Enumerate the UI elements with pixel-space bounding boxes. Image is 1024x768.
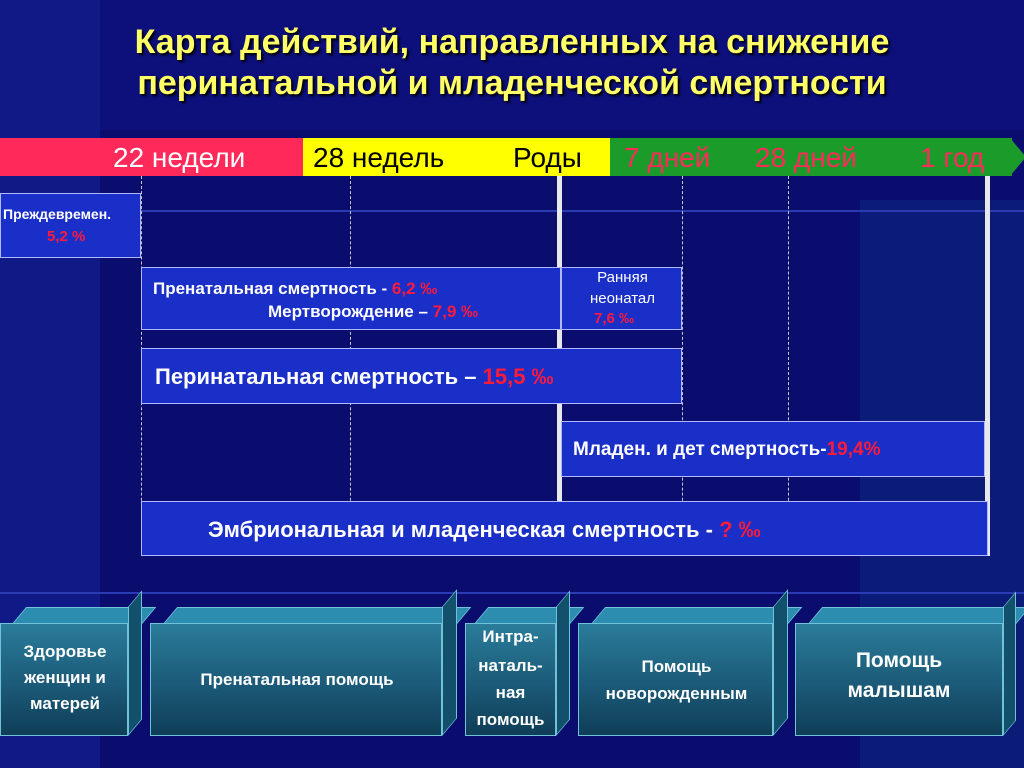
intranatal-care-line-4: помощь — [476, 710, 545, 729]
stillbirth-value: 7,9 ‰ — [432, 302, 478, 321]
stillbirth-label: Мертворождение – — [268, 302, 433, 321]
embryonic-infant-mortality-line — [208, 517, 761, 543]
block-side-face — [556, 590, 570, 736]
timeline-label-birth: Роды — [513, 142, 582, 173]
timeline-arrow-head — [1010, 138, 1024, 176]
block-side-face — [773, 589, 788, 736]
newborn-care-line-1: Помощь — [641, 657, 712, 676]
block-side-face — [1003, 592, 1016, 736]
early-neonatal-line-2: неонатал — [589, 290, 656, 307]
infant-mortality-line — [573, 439, 880, 461]
background-stripe — [0, 210, 1024, 212]
timeline-label-28-days: 28 дней — [755, 142, 857, 173]
baby-care-line-1: Помощь — [855, 649, 943, 672]
prenatal-mortality-line — [153, 279, 437, 299]
embryonic-infant-mortality-box — [141, 501, 988, 556]
divider-7-days — [682, 176, 683, 556]
early-neonatal-line-1: Ранняя — [597, 269, 648, 286]
newborn-care-line-2: новорожденным — [605, 684, 748, 703]
infant-mortality-box — [561, 421, 985, 477]
infant-mortality-label: Младен. и дет смертность- — [573, 439, 827, 460]
premature-value: 5,2 % — [47, 228, 86, 245]
prenatal-care-block — [150, 623, 442, 736]
women-health-line-1: Здоровье — [23, 642, 107, 661]
intranatal-care-line-3: ная — [495, 683, 526, 702]
block-top-face — [808, 607, 1024, 624]
block-side-face — [442, 589, 457, 736]
women-health-block — [0, 623, 128, 736]
timeline-label-22-weeks: 22 недели — [113, 142, 246, 173]
title-line-2: перинатальной и младенческой смертности — [137, 64, 887, 102]
prenatal-care-label: Пренатальная помощь — [200, 670, 394, 689]
stillbirth-line — [268, 302, 478, 322]
early-neonatal-box — [561, 267, 682, 330]
embryonic-infant-mortality-value: ? ‰ — [719, 517, 761, 542]
baby-care-line-2: малышам — [847, 679, 951, 702]
timeline-label-1-year: 1 год — [920, 142, 985, 173]
prenatal-mortality-label: Пренатальная смертность - — [153, 279, 392, 298]
prenatal-mortality-box — [141, 267, 561, 330]
perinatal-mortality-line — [155, 364, 554, 390]
background-stripe — [0, 592, 1024, 594]
premature-birth-box — [0, 193, 141, 258]
block-side-face — [128, 590, 142, 736]
intranatal-care-line-1: Интра- — [482, 627, 539, 646]
infant-mortality-value: 19,4% — [826, 439, 881, 460]
newborn-care-block — [578, 623, 773, 736]
intranatal-care-line-2: наталь- — [478, 656, 543, 675]
block-top-face — [163, 607, 471, 624]
women-health-line-2: женщин и — [24, 668, 106, 687]
embryonic-infant-mortality-label: Эмбриональная и младенческая смертность - — [208, 517, 720, 542]
perinatal-mortality-value: 15,5 ‰ — [482, 364, 554, 389]
perinatal-mortality-label: Перинатальная смертность – — [155, 364, 483, 389]
block-top-face — [591, 607, 802, 624]
premature-label: Преждевремен. — [3, 206, 112, 222]
timeline-label-7-days: 7 дней — [624, 142, 711, 173]
timeline-label-28-weeks: 28 недель — [313, 142, 445, 173]
women-health-line-3: матерей — [30, 694, 100, 713]
title-line-1: Карта действий, направленных на снижение — [134, 23, 890, 61]
divider-28-days — [788, 176, 789, 556]
perinatal-mortality-box — [141, 348, 682, 404]
prenatal-mortality-value: 6,2 ‰ — [391, 279, 438, 298]
early-neonatal-value: 7,6 ‰ — [594, 310, 635, 327]
divider-1-year — [985, 176, 990, 556]
slide-title — [0, 22, 1024, 104]
